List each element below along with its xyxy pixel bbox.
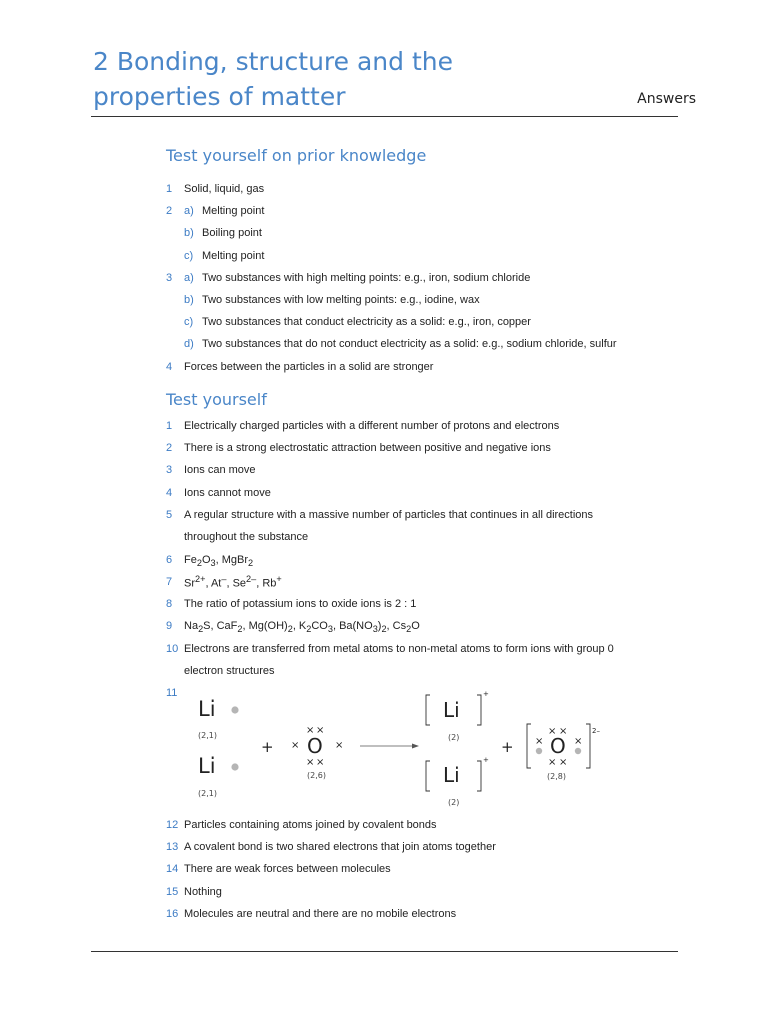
ion-charge: 2+ [195, 574, 206, 584]
oxide-ion-bracket-left [527, 724, 531, 768]
formula-sub: 2 [196, 558, 202, 569]
formula-part: , MgBr [215, 554, 248, 566]
test-q10-number: 10 [166, 643, 179, 655]
li-ion-config-top: (2) [448, 733, 460, 742]
formula-part: ) [377, 620, 382, 632]
li-atom-symbol-bottom: Li [198, 754, 216, 778]
test-q1-answer: Electrically charged particles with a different number of protons and electrons [184, 420, 560, 432]
test-q11-number: 11 [166, 687, 178, 699]
formula-part: O [411, 620, 420, 632]
ion-part: , Se [226, 577, 247, 590]
formula-sub: 2 [306, 624, 312, 635]
test-q5-number: 5 [166, 509, 173, 521]
li-ion-charge-bottom: + [483, 756, 489, 764]
oxide-transferred-electron [575, 748, 581, 754]
test-q12-number: 12 [166, 819, 179, 831]
oxide-electron-cross: × [548, 757, 557, 768]
li-ion-bracket-left [426, 761, 430, 791]
li-ion-symbol-top: Li [443, 698, 460, 722]
o-config: (2,6) [307, 771, 326, 780]
ion-charge: + [276, 574, 282, 584]
prior-q1-number: 1 [166, 183, 173, 195]
test-q3-number: 3 [166, 464, 173, 476]
test-q15-number: 15 [166, 886, 179, 898]
formula-sub: 2 [287, 624, 293, 635]
li-config-top: (2,1) [198, 731, 217, 740]
oxide-ion-bracket-right [586, 724, 590, 768]
prior-q1-answer: Solid, liquid, gas [184, 183, 265, 195]
o-electron-cross: × [316, 757, 325, 768]
prior-q4-answer: Forces between the particles in a solid are stronger [184, 361, 434, 373]
test-q2-number: 2 [166, 442, 173, 454]
oxide-electron-cross: × [559, 726, 568, 737]
prior-q3b-label: b) [184, 294, 194, 306]
oxide-electron-cross: × [559, 757, 568, 768]
section-heading-test: Test yourself [166, 390, 267, 409]
oxide-electron-cross: × [574, 736, 583, 747]
prior-q2b-label: b) [184, 227, 194, 239]
prior-q2b-answer: Boiling point [202, 227, 262, 239]
prior-q3d-answer: Two substances that do not conduct electricity as a solid: e.g., sodium chloride, sulfur [202, 338, 617, 350]
ionic-bonding-diagram [190, 688, 610, 810]
formula-sub: 2 [381, 624, 387, 635]
oxide-ion-config: (2,8) [547, 772, 566, 781]
li-atom-symbol-top: Li [198, 697, 216, 721]
test-q3-answer: Ions can move [184, 464, 256, 476]
o-electron-cross: × [306, 725, 315, 736]
oxide-transferred-electron [536, 748, 542, 754]
test-q9-number: 9 [166, 620, 173, 632]
test-q1-number: 1 [166, 420, 173, 432]
formula-sub: 3 [372, 624, 378, 635]
test-q5-answer: A regular structure with a massive number of particles that continues in all directions [184, 509, 594, 521]
formula-sub: 2 [198, 624, 204, 635]
test-q4-answer: Ions cannot move [184, 487, 271, 499]
li-ion-config-bottom: (2) [448, 798, 460, 807]
formula-sub: 2 [248, 558, 254, 569]
formula-sub: 3 [327, 624, 333, 635]
li-outer-electron [231, 706, 238, 713]
prior-q3a-answer: Two substances with high melting points: e.g., iron, sodium chloride [202, 272, 531, 284]
answers-label: Answers [637, 91, 696, 107]
o-atom-symbol: O [307, 734, 323, 758]
o-electron-cross: × [335, 740, 344, 751]
formula-part: , K [292, 620, 307, 632]
prior-q2a-label: a) [184, 205, 194, 217]
prior-q3-number: 3 [166, 272, 173, 284]
formula-part: Fe [184, 554, 197, 566]
prior-q3a-label: a) [184, 272, 194, 284]
test-q15-answer: Nothing [184, 886, 222, 898]
formula-part: , Cs [386, 620, 407, 632]
test-q10-answer: Electrons are transferred from metal atoms to non-metal atoms to form ions with group 0 [184, 643, 614, 655]
prior-q4-number: 4 [166, 361, 173, 373]
prior-q3c-label: c) [184, 316, 194, 328]
test-q16-number: 16 [166, 908, 179, 920]
o-electron-cross: × [306, 757, 315, 768]
ion-charge: 2– [246, 574, 257, 584]
prior-q3d-label: d) [184, 338, 194, 350]
li-ion-bracket-right [477, 695, 481, 725]
test-q14-answer: There are weak forces between molecules [184, 863, 391, 875]
li-ion-symbol-bottom: Li [443, 763, 460, 787]
footer-divider [91, 951, 678, 952]
prior-q2c-label: c) [184, 250, 194, 262]
arrow-head [412, 744, 419, 749]
formula-sub: 2 [237, 624, 243, 635]
prior-q2-number: 2 [166, 205, 173, 217]
plus-sign: + [501, 738, 514, 756]
test-q6-answer [184, 554, 253, 568]
li-ion-charge-top: + [483, 690, 489, 698]
formula-part: , Ba(NO [332, 620, 373, 632]
prior-q2a-answer: Melting point [202, 205, 265, 217]
li-outer-electron [231, 763, 238, 770]
prior-q3b-answer: Two substances with low melting points: e.g., iodine, wax [202, 294, 480, 306]
formula-part: S, CaF [203, 620, 238, 632]
test-q2-answer: There is a strong electrostatic attraction between positive and negative ions [184, 442, 551, 454]
oxide-electron-cross: × [548, 726, 557, 737]
test-q9-answer [184, 620, 420, 634]
test-q5-answer-cont: throughout the substance [184, 531, 309, 543]
test-q14-number: 14 [166, 863, 179, 875]
oxide-electron-cross: × [535, 736, 544, 747]
test-q4-number: 4 [166, 487, 173, 499]
title-line-2: properties of matter [93, 82, 346, 111]
o-electron-cross: × [291, 740, 300, 751]
o-electron-cross: × [316, 725, 325, 736]
formula-part: O [201, 554, 211, 566]
ion-part: , At [205, 577, 222, 590]
formula-part: Na [184, 620, 199, 632]
test-q12-answer: Particles containing atoms joined by covalent bonds [184, 819, 437, 831]
ion-part: , Rb [256, 577, 277, 590]
formula-part: CO [311, 620, 328, 632]
oxide-ion-charge: 2– [592, 727, 600, 735]
test-q13-number: 13 [166, 841, 179, 853]
ion-part: Sr [184, 577, 195, 590]
formula-sub: 3 [210, 558, 216, 569]
li-ion-bracket-right [477, 761, 481, 791]
test-q8-number: 8 [166, 598, 173, 610]
test-q10-answer-cont: electron structures [184, 665, 275, 677]
test-q7-answer [184, 574, 282, 590]
test-q13-answer: A covalent bond is two shared electrons that join atoms together [184, 841, 496, 853]
title-line-1: 2 Bonding, structure and the [93, 47, 453, 76]
test-q7-number: 7 [166, 576, 173, 588]
section-heading-prior: Test yourself on prior knowledge [166, 146, 427, 165]
prior-q3c-answer: Two substances that conduct electricity as a solid: e.g., iron, copper [202, 316, 531, 328]
prior-q2c-answer: Melting point [202, 250, 265, 262]
ion-charge: – [221, 574, 227, 584]
oxide-ion-symbol: O [550, 734, 566, 758]
formula-sub: 2 [406, 624, 412, 635]
test-q6-number: 6 [166, 554, 173, 566]
li-config-bottom: (2,1) [198, 789, 217, 798]
formula-part: , Mg(OH) [242, 620, 288, 632]
test-q8-answer: The ratio of potassium ions to oxide ions is 2 : 1 [184, 598, 417, 610]
li-ion-bracket-left [426, 695, 430, 725]
page-title [93, 44, 573, 114]
plus-sign: + [261, 738, 274, 756]
header-divider [91, 116, 678, 117]
test-q16-answer: Molecules are neutral and there are no mobile electrons [184, 908, 457, 920]
